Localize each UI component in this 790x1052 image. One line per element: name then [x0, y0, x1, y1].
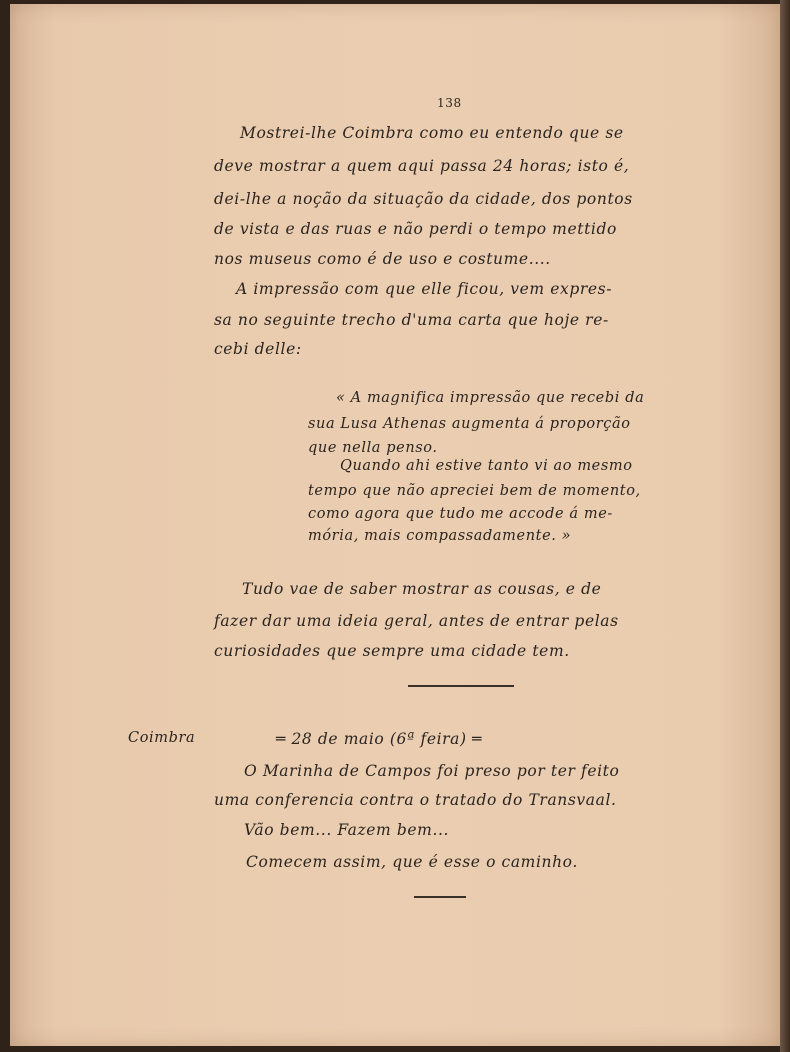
paragraph-4-line: Vão bem... Fazem bem...: [244, 821, 450, 839]
paragraph-4-line: Comecem assim, que é esse o caminho.: [246, 853, 578, 871]
paragraph-2-line: A impressão com que elle ficou, vem expres-: [236, 280, 613, 298]
paragraph-2-line: cebi delle:: [214, 340, 302, 358]
book-edge: [780, 0, 790, 1052]
page-number: 138: [437, 96, 462, 110]
quote-line: mória, mais compassadamente. »: [308, 528, 572, 544]
quote-line: « A magnifica impressão que recebi da: [336, 390, 645, 406]
section-divider: [408, 685, 514, 687]
quote-line: que nella penso.: [308, 440, 438, 456]
paragraph-1-line: nos museus como é de uso e costume....: [214, 250, 551, 268]
paragraph-3-line: Tudo vae de saber mostrar as cousas, e de: [242, 580, 602, 598]
paragraph-1-line: dei-lhe a noção da situação da cidade, dos pontos: [214, 190, 633, 208]
paragraph-4-line: uma conferencia contra o tratado do Transvaal.: [214, 791, 617, 809]
paragraph-2-line: sa no seguinte trecho d'uma carta que hoje re-: [214, 311, 609, 329]
paragraph-3-line: fazer dar uma ideia geral, antes de entrar pelas: [214, 612, 619, 630]
paragraph-1-line: deve mostrar a quem aqui passa 24 horas; isto é,: [214, 157, 630, 175]
quote-line: sua Lusa Athenas augmenta á proporção: [308, 416, 631, 432]
quote-line: como agora que tudo me accode á me-: [308, 506, 613, 522]
paragraph-1-line: Mostrei-lhe Coimbra como eu entendo que se: [240, 124, 624, 142]
quote-line: Quando ahi estive tanto vi ao mesmo: [340, 458, 633, 474]
closing-divider: [414, 896, 466, 898]
quote-line: tempo que não apreciei bem de momento,: [308, 483, 641, 499]
paragraph-4-line: O Marinha de Campos foi preso por ter feito: [244, 762, 620, 780]
paragraph-1-line: de vista e das ruas e não perdi o tempo mettido: [214, 220, 617, 238]
paragraph-3-line: curiosidades que sempre uma cidade tem.: [214, 642, 570, 660]
date-heading: ═ 28 de maio (6ª feira) ═: [276, 730, 483, 748]
margin-place: Coimbra: [128, 730, 196, 746]
